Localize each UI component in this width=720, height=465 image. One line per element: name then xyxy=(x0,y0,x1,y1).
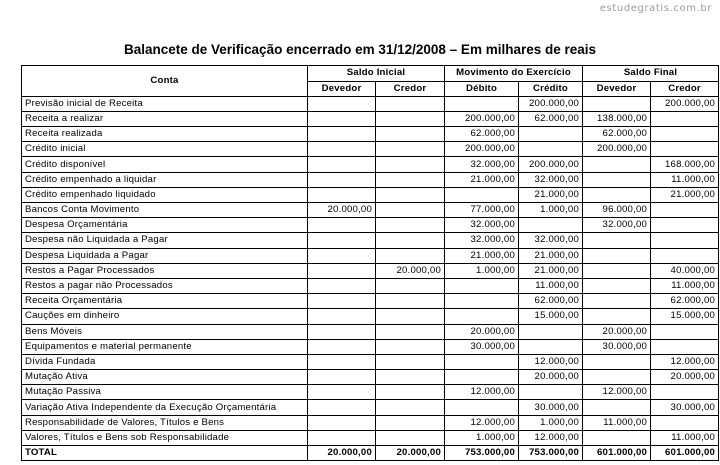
cell-movimento-credito: 21.000,00 xyxy=(519,248,583,263)
cell-movimento-debito: 32.000,00 xyxy=(445,218,519,233)
cell-saldo-final-credor xyxy=(651,127,719,142)
header-mov-debito: Débito xyxy=(445,81,519,96)
cell-movimento-credito: 15.000,00 xyxy=(519,309,583,324)
cell-movimento-debito xyxy=(445,187,519,202)
cell-saldo-inicial-credor: 20.000,00 xyxy=(376,263,445,278)
cell-conta: Crédito empenhado liquidado xyxy=(22,187,308,202)
cell-conta: Receita Orçamentária xyxy=(22,294,308,309)
cell-conta: Valores, Títulos e Bens sob Responsabilidade xyxy=(22,430,308,445)
cell-movimento-credito: 62.000,00 xyxy=(519,111,583,126)
document-title: Balancete de Verificação encerrado em 31/12/2008 – Em milhares de reais xyxy=(123,42,597,57)
cell-saldo-inicial-devedor xyxy=(308,278,376,293)
header-saldo-inicial: Saldo Inicial xyxy=(308,66,445,82)
cell-movimento-debito: 1.000,00 xyxy=(445,263,519,278)
cell-saldo-inicial-credor xyxy=(376,354,445,369)
cell-saldo-inicial-devedor xyxy=(308,233,376,248)
table-row xyxy=(22,248,719,263)
cell-movimento-debito: 21.000,00 xyxy=(445,248,519,263)
cell-saldo-final-devedor xyxy=(583,294,651,309)
table-row xyxy=(22,278,719,293)
cell-conta: Receita realizada xyxy=(22,127,308,142)
cell-movimento-credito: 1.000,00 xyxy=(519,203,583,218)
table-body xyxy=(22,96,719,461)
header-mov-credito: Crédito xyxy=(519,81,583,96)
header-si-credor: Credor xyxy=(376,81,445,96)
cell-saldo-inicial-credor xyxy=(376,294,445,309)
cell-saldo-final-devedor xyxy=(583,430,651,445)
cell-saldo-inicial-devedor xyxy=(308,339,376,354)
cell-conta: Mutação Ativa xyxy=(22,370,308,385)
total-cell-movimento-debito: 753.000,00 xyxy=(445,446,519,461)
cell-saldo-inicial-credor xyxy=(376,248,445,263)
header-si-devedor: Devedor xyxy=(308,81,376,96)
cell-saldo-final-credor xyxy=(651,324,719,339)
cell-saldo-final-credor xyxy=(651,142,719,157)
table-row xyxy=(22,203,719,218)
header-sf-credor: Credor xyxy=(651,81,719,96)
cell-movimento-credito: 21.000,00 xyxy=(519,187,583,202)
cell-movimento-debito: 32.000,00 xyxy=(445,157,519,172)
total-cell-saldo-final-devedor: 601.000,00 xyxy=(583,446,651,461)
cell-saldo-final-devedor xyxy=(583,248,651,263)
cell-saldo-final-devedor: 62.000,00 xyxy=(583,127,651,142)
cell-movimento-debito xyxy=(445,370,519,385)
total-cell-saldo-inicial-credor: 20.000,00 xyxy=(376,446,445,461)
cell-conta: Dívida Fundada xyxy=(22,354,308,369)
cell-movimento-debito: 32.000,00 xyxy=(445,233,519,248)
cell-conta: Mutação Passiva xyxy=(22,385,308,400)
cell-conta: Despesa não Liquidada a Pagar xyxy=(22,233,308,248)
cell-movimento-debito: 21.000,00 xyxy=(445,172,519,187)
table-row xyxy=(22,127,719,142)
table-row xyxy=(22,187,719,202)
header-saldo-final: Saldo Final xyxy=(583,66,719,82)
cell-saldo-inicial-devedor xyxy=(308,187,376,202)
cell-saldo-final-credor: 200.000,00 xyxy=(651,96,719,111)
cell-saldo-final-devedor: 30.000,00 xyxy=(583,339,651,354)
cell-saldo-inicial-devedor xyxy=(308,218,376,233)
cell-saldo-final-credor: 21.000,00 xyxy=(651,187,719,202)
cell-movimento-debito xyxy=(445,400,519,415)
cell-saldo-inicial-credor xyxy=(376,142,445,157)
cell-movimento-debito: 62.000,00 xyxy=(445,127,519,142)
cell-conta: Equipamentos e material permanente xyxy=(22,339,308,354)
cell-saldo-inicial-credor xyxy=(376,385,445,400)
cell-saldo-final-devedor xyxy=(583,309,651,324)
header-sf-devedor: Devedor xyxy=(583,81,651,96)
cell-movimento-credito xyxy=(519,127,583,142)
cell-movimento-credito: 20.000,00 xyxy=(519,370,583,385)
cell-saldo-inicial-devedor xyxy=(308,400,376,415)
table-row xyxy=(22,309,719,324)
total-row xyxy=(22,446,719,461)
cell-saldo-final-devedor: 20.000,00 xyxy=(583,324,651,339)
cell-movimento-debito xyxy=(445,278,519,293)
cell-conta: Responsabilidade de Valores, Títulos e Bens xyxy=(22,415,308,430)
cell-saldo-inicial-credor xyxy=(376,370,445,385)
cell-saldo-final-credor xyxy=(651,111,719,126)
cell-saldo-final-devedor: 200.000,00 xyxy=(583,142,651,157)
cell-movimento-credito xyxy=(519,385,583,400)
cell-saldo-final-devedor: 138.000,00 xyxy=(583,111,651,126)
cell-conta: Crédito inicial xyxy=(22,142,308,157)
cell-saldo-inicial-credor xyxy=(376,339,445,354)
table-row xyxy=(22,400,719,415)
cell-movimento-debito xyxy=(445,96,519,111)
cell-saldo-inicial-devedor xyxy=(308,415,376,430)
cell-saldo-final-credor xyxy=(651,339,719,354)
table-row xyxy=(22,233,719,248)
cell-conta: Bens Móveis xyxy=(22,324,308,339)
cell-saldo-final-credor: 11.000,00 xyxy=(651,278,719,293)
cell-saldo-inicial-devedor xyxy=(308,248,376,263)
cell-movimento-debito: 20.000,00 xyxy=(445,324,519,339)
cell-movimento-debito: 200.000,00 xyxy=(445,142,519,157)
cell-saldo-final-credor xyxy=(651,233,719,248)
cell-saldo-inicial-devedor xyxy=(308,96,376,111)
cell-movimento-debito: 12.000,00 xyxy=(445,385,519,400)
cell-movimento-debito xyxy=(445,354,519,369)
cell-saldo-inicial-credor xyxy=(376,233,445,248)
cell-conta: Cauções em dinheiro xyxy=(22,309,308,324)
cell-saldo-inicial-credor xyxy=(376,96,445,111)
cell-conta: Restos a pagar não Processados xyxy=(22,278,308,293)
cell-saldo-final-devedor: 32.000,00 xyxy=(583,218,651,233)
cell-saldo-final-devedor xyxy=(583,233,651,248)
cell-saldo-inicial-devedor xyxy=(308,370,376,385)
cell-saldo-inicial-credor xyxy=(376,172,445,187)
cell-saldo-final-credor xyxy=(651,415,719,430)
cell-saldo-final-devedor: 96.000,00 xyxy=(583,203,651,218)
cell-movimento-credito: 32.000,00 xyxy=(519,172,583,187)
cell-movimento-credito: 12.000,00 xyxy=(519,354,583,369)
cell-conta: Receita a realizar xyxy=(22,111,308,126)
cell-saldo-inicial-devedor xyxy=(308,157,376,172)
cell-saldo-final-devedor xyxy=(583,354,651,369)
cell-movimento-credito: 11.000,00 xyxy=(519,278,583,293)
table-row xyxy=(22,354,719,369)
table-row xyxy=(22,370,719,385)
cell-conta: Variação Ativa Independente da Execução Orçamentária xyxy=(22,400,308,415)
cell-saldo-final-credor: 30.000,00 xyxy=(651,400,719,415)
cell-movimento-debito: 30.000,00 xyxy=(445,339,519,354)
cell-saldo-inicial-devedor xyxy=(308,385,376,400)
table-row xyxy=(22,96,719,111)
cell-movimento-credito: 62.000,00 xyxy=(519,294,583,309)
cell-movimento-credito: 32.000,00 xyxy=(519,233,583,248)
cell-conta: Previsão inicial de Receita xyxy=(22,96,308,111)
cell-saldo-final-devedor xyxy=(583,157,651,172)
cell-saldo-final-credor xyxy=(651,248,719,263)
table-row xyxy=(22,142,719,157)
cell-movimento-debito xyxy=(445,309,519,324)
table-row xyxy=(22,294,719,309)
cell-saldo-final-credor xyxy=(651,218,719,233)
cell-saldo-inicial-devedor xyxy=(308,111,376,126)
cell-movimento-credito: 200.000,00 xyxy=(519,157,583,172)
cell-movimento-credito: 1.000,00 xyxy=(519,415,583,430)
cell-saldo-final-credor: 168.000,00 xyxy=(651,157,719,172)
cell-conta: Crédito empenhado a liquidar xyxy=(22,172,308,187)
cell-movimento-credito xyxy=(519,218,583,233)
table-row xyxy=(22,385,719,400)
cell-movimento-credito: 12.000,00 xyxy=(519,430,583,445)
cell-saldo-inicial-credor xyxy=(376,324,445,339)
cell-saldo-inicial-devedor xyxy=(308,294,376,309)
cell-movimento-credito: 21.000,00 xyxy=(519,263,583,278)
cell-movimento-credito xyxy=(519,339,583,354)
total-cell-saldo-inicial-devedor: 20.000,00 xyxy=(308,446,376,461)
cell-saldo-final-credor: 15.000,00 xyxy=(651,309,719,324)
cell-saldo-inicial-devedor xyxy=(308,263,376,278)
cell-saldo-inicial-credor xyxy=(376,400,445,415)
table-row xyxy=(22,111,719,126)
table-row xyxy=(22,324,719,339)
cell-movimento-debito xyxy=(445,294,519,309)
cell-saldo-final-credor: 40.000,00 xyxy=(651,263,719,278)
cell-saldo-inicial-credor xyxy=(376,430,445,445)
cell-conta: Bancos Conta Movimento xyxy=(22,203,308,218)
total-cell-conta: TOTAL xyxy=(22,446,308,461)
trial-balance-table xyxy=(21,65,719,461)
cell-movimento-debito: 1.000,00 xyxy=(445,430,519,445)
table-row xyxy=(22,157,719,172)
cell-saldo-final-devedor xyxy=(583,278,651,293)
cell-conta: Despesa Orçamentária xyxy=(22,218,308,233)
header-movimento: Movimento do Exercício xyxy=(445,66,583,82)
cell-conta: Restos a Pagar Processados xyxy=(22,263,308,278)
cell-saldo-final-credor: 11.000,00 xyxy=(651,430,719,445)
cell-saldo-inicial-devedor xyxy=(308,172,376,187)
cell-saldo-inicial-credor xyxy=(376,415,445,430)
watermark: estudegratis.com.br xyxy=(599,3,712,14)
total-cell-saldo-final-credor: 601.000,00 xyxy=(651,446,719,461)
cell-saldo-inicial-devedor: 20.000,00 xyxy=(308,203,376,218)
cell-movimento-debito: 12.000,00 xyxy=(445,415,519,430)
cell-saldo-final-credor xyxy=(651,203,719,218)
cell-saldo-inicial-credor xyxy=(376,127,445,142)
cell-saldo-inicial-credor xyxy=(376,111,445,126)
cell-conta: Crédito disponível xyxy=(22,157,308,172)
cell-movimento-debito: 200.000,00 xyxy=(445,111,519,126)
cell-saldo-inicial-devedor xyxy=(308,324,376,339)
cell-saldo-inicial-devedor xyxy=(308,142,376,157)
cell-saldo-inicial-credor xyxy=(376,203,445,218)
cell-saldo-final-devedor xyxy=(583,96,651,111)
cell-saldo-inicial-devedor xyxy=(308,430,376,445)
table-row xyxy=(22,263,719,278)
cell-saldo-inicial-devedor xyxy=(308,309,376,324)
cell-saldo-inicial-devedor xyxy=(308,127,376,142)
cell-saldo-final-devedor xyxy=(583,187,651,202)
cell-saldo-inicial-credor xyxy=(376,157,445,172)
cell-movimento-debito: 77.000,00 xyxy=(445,203,519,218)
cell-saldo-final-credor: 62.000,00 xyxy=(651,294,719,309)
cell-saldo-final-credor xyxy=(651,385,719,400)
cell-movimento-credito: 200.000,00 xyxy=(519,96,583,111)
cell-saldo-inicial-credor xyxy=(376,187,445,202)
cell-saldo-inicial-credor xyxy=(376,278,445,293)
cell-saldo-final-devedor xyxy=(583,263,651,278)
cell-saldo-final-devedor xyxy=(583,400,651,415)
cell-movimento-credito: 30.000,00 xyxy=(519,400,583,415)
table-row xyxy=(22,430,719,445)
cell-saldo-final-devedor: 12.000,00 xyxy=(583,385,651,400)
header-conta: Conta xyxy=(22,66,308,97)
table-row xyxy=(22,339,719,354)
header-row-groups xyxy=(22,66,719,82)
cell-saldo-inicial-devedor xyxy=(308,354,376,369)
cell-saldo-final-credor: 20.000,00 xyxy=(651,370,719,385)
cell-conta: Despesa Liquidada a Pagar xyxy=(22,248,308,263)
table-row xyxy=(22,415,719,430)
cell-movimento-credito xyxy=(519,324,583,339)
cell-saldo-final-devedor: 11.000,00 xyxy=(583,415,651,430)
cell-saldo-final-devedor xyxy=(583,172,651,187)
cell-saldo-final-devedor xyxy=(583,370,651,385)
cell-saldo-inicial-credor xyxy=(376,309,445,324)
cell-saldo-inicial-credor xyxy=(376,218,445,233)
cell-saldo-final-credor: 11.000,00 xyxy=(651,172,719,187)
cell-movimento-credito xyxy=(519,142,583,157)
table-row xyxy=(22,218,719,233)
total-cell-movimento-credito: 753.000,00 xyxy=(519,446,583,461)
cell-saldo-final-credor: 12.000,00 xyxy=(651,354,719,369)
table-row xyxy=(22,172,719,187)
